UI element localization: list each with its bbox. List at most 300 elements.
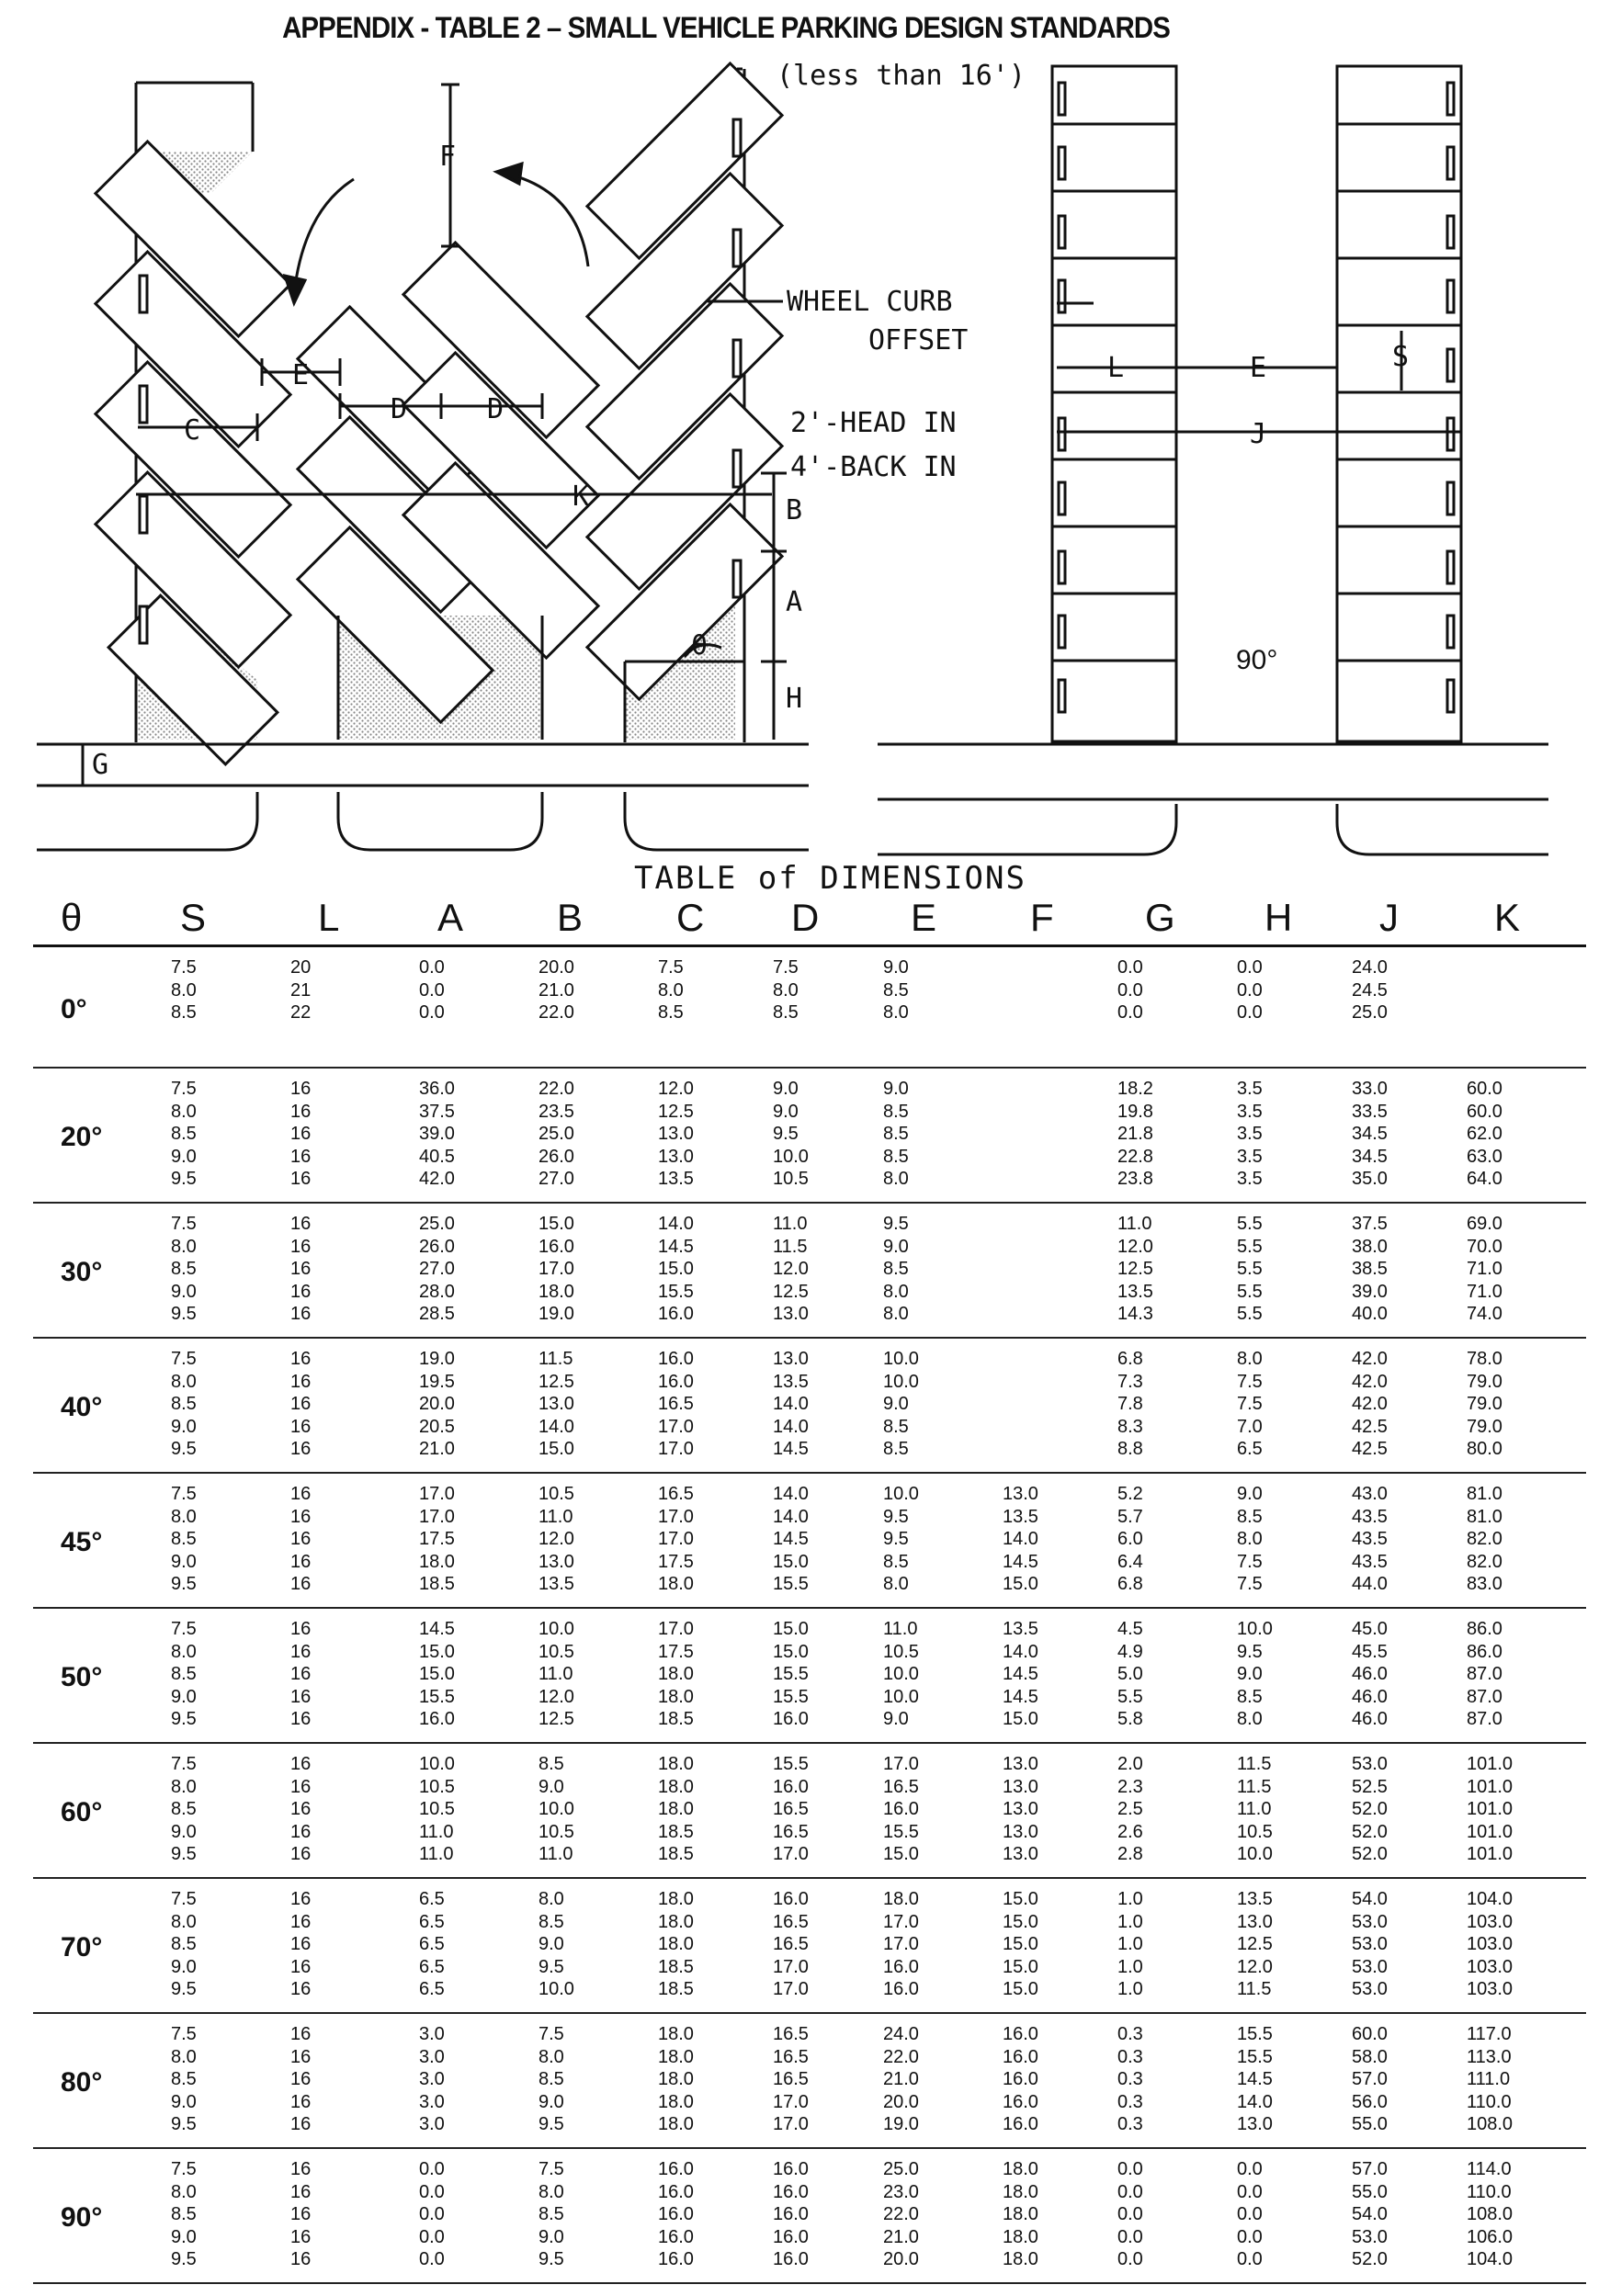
value-E: 8.5 xyxy=(883,1146,909,1167)
value-C: 17.5 xyxy=(658,1551,694,1572)
value-S: 7.5 xyxy=(171,1349,197,1369)
cell-S xyxy=(171,1878,290,2013)
value-C: 16.0 xyxy=(658,1349,694,1369)
value-G: 0.3 xyxy=(1117,2114,1143,2134)
value-B: 8.0 xyxy=(539,1889,564,1909)
value-G: 0.0 xyxy=(1117,2226,1143,2247)
cell-F xyxy=(993,1608,1108,1743)
value-H: 11.5 xyxy=(1237,1754,1272,1774)
value-C: 17.0 xyxy=(658,1506,694,1527)
value-S: 8.5 xyxy=(171,1002,197,1023)
value-L: 16 xyxy=(290,1664,312,1684)
value-K: 101.0 xyxy=(1467,1844,1514,1864)
cell-B xyxy=(529,1338,649,1473)
value-H: 10.0 xyxy=(1237,1844,1273,1864)
value-J: 54.0 xyxy=(1352,2204,1388,2224)
value-L: 16 xyxy=(290,1169,312,1189)
angle-cell: 20° xyxy=(33,1068,171,1203)
value-E: 20.0 xyxy=(883,2249,919,2269)
cell-J xyxy=(1343,1203,1457,1338)
value-J: 46.0 xyxy=(1352,1686,1388,1707)
value-G: 0.0 xyxy=(1117,2159,1143,2179)
cell-G xyxy=(1108,1338,1228,1473)
value-G: 5.5 xyxy=(1117,1686,1143,1707)
value-D: 16.0 xyxy=(773,2159,809,2179)
value-B: 23.5 xyxy=(539,1101,574,1122)
value-J: 35.0 xyxy=(1352,1169,1388,1189)
value-E: 10.0 xyxy=(883,1664,919,1684)
value-G: 1.0 xyxy=(1117,1889,1143,1909)
value-B: 7.5 xyxy=(539,2024,564,2044)
value-J: 43.5 xyxy=(1352,1551,1388,1572)
value-J: 43.0 xyxy=(1352,1484,1388,1504)
cell-G xyxy=(1108,1473,1228,1608)
value-D: 16.0 xyxy=(773,1709,809,1729)
cell-H xyxy=(1228,946,1343,1069)
value-K: 110.0 xyxy=(1467,2091,1512,2112)
value-S: 8.0 xyxy=(171,1371,197,1392)
cell-S xyxy=(171,1203,290,1338)
value-K: 69.0 xyxy=(1467,1214,1502,1234)
value-L: 16 xyxy=(290,1754,312,1774)
cell-F xyxy=(993,1068,1108,1203)
angle-cell: 50° xyxy=(33,1608,171,1743)
value-D: 14.0 xyxy=(773,1394,809,1414)
value-D: 11.0 xyxy=(773,1214,808,1234)
cell-H xyxy=(1228,1068,1343,1203)
cell-C xyxy=(649,1608,764,1743)
value-K: 114.0 xyxy=(1467,2159,1512,2179)
value-L: 16 xyxy=(290,1349,312,1369)
value-K: 110.0 xyxy=(1467,2181,1512,2202)
value-E: 8.5 xyxy=(883,1259,909,1279)
value-F: 16.0 xyxy=(1003,2046,1038,2067)
value-D: 15.5 xyxy=(773,1574,809,1594)
value-G: 0.0 xyxy=(1117,957,1143,978)
value-D: 17.0 xyxy=(773,1844,809,1864)
value-J: 33.5 xyxy=(1352,1101,1388,1122)
cell-L xyxy=(290,1203,410,1338)
size-note: (less than 16') xyxy=(777,60,1026,92)
value-F: 18.0 xyxy=(1003,2204,1038,2224)
value-G: 0.3 xyxy=(1117,2091,1143,2112)
value-G: 12.5 xyxy=(1117,1259,1153,1279)
cell-B xyxy=(529,1878,649,2013)
value-B: 10.5 xyxy=(539,1821,574,1842)
header-theta: θ xyxy=(33,891,171,946)
value-A: 15.5 xyxy=(419,1686,455,1707)
cell-S xyxy=(171,946,290,1069)
value-A: 3.0 xyxy=(419,2069,445,2089)
value-J: 38.0 xyxy=(1352,1236,1388,1257)
value-L: 16 xyxy=(290,1529,312,1549)
value-E: 9.5 xyxy=(883,1529,909,1549)
value-D: 13.0 xyxy=(773,1349,809,1369)
value-A: 37.5 xyxy=(419,1101,455,1122)
value-C: 18.0 xyxy=(658,2046,694,2067)
angle-cell: 60° xyxy=(33,1743,171,1878)
value-J: 34.5 xyxy=(1352,1146,1388,1167)
value-H: 9.5 xyxy=(1237,1641,1263,1662)
value-A: 11.0 xyxy=(419,1821,454,1842)
value-F: 13.5 xyxy=(1003,1506,1038,1527)
parking-layout-diagram xyxy=(0,0,1610,864)
value-S: 8.5 xyxy=(171,1394,197,1414)
table-header-row xyxy=(33,891,1586,946)
dimensions-table xyxy=(33,891,1586,2284)
value-C: 17.0 xyxy=(658,1416,694,1437)
value-D: 15.0 xyxy=(773,1619,809,1639)
label-90-degrees: 90° xyxy=(1236,645,1278,675)
value-H: 13.5 xyxy=(1237,1889,1273,1909)
cell-C xyxy=(649,1068,764,1203)
value-E: 9.5 xyxy=(883,1214,909,1234)
value-D: 15.0 xyxy=(773,1641,809,1662)
value-E: 16.0 xyxy=(883,1956,919,1977)
value-G: 0.0 xyxy=(1117,2181,1143,2202)
cell-A xyxy=(410,1473,529,1608)
value-E: 8.0 xyxy=(883,1281,909,1302)
cell-G xyxy=(1108,2013,1228,2148)
table-row xyxy=(33,1203,1586,1338)
value-K: 87.0 xyxy=(1467,1686,1502,1707)
label-S: S xyxy=(1392,341,1410,373)
value-L: 16 xyxy=(290,2249,312,2269)
value-J: 52.0 xyxy=(1352,1821,1388,1842)
cell-S xyxy=(171,1473,290,1608)
value-S: 8.0 xyxy=(171,1641,197,1662)
value-L: 16 xyxy=(290,1484,312,1504)
value-C: 16.0 xyxy=(658,1304,694,1324)
value-C: 18.0 xyxy=(658,1686,694,1707)
value-S: 9.5 xyxy=(171,1574,197,1594)
cell-H xyxy=(1228,1878,1343,2013)
value-C: 18.0 xyxy=(658,1776,694,1797)
angle-cell: 90° xyxy=(33,2148,171,2283)
value-K: 63.0 xyxy=(1467,1146,1502,1167)
value-A: 15.0 xyxy=(419,1664,455,1684)
cell-E xyxy=(874,1203,993,1338)
value-A: 18.5 xyxy=(419,1574,455,1594)
value-B: 13.0 xyxy=(539,1551,574,1572)
label-B: B xyxy=(786,494,803,526)
value-C: 17.5 xyxy=(658,1641,694,1662)
value-G: 0.3 xyxy=(1117,2046,1143,2067)
value-J: 53.0 xyxy=(1352,1911,1388,1932)
value-H: 3.5 xyxy=(1237,1124,1263,1144)
value-J: 40.0 xyxy=(1352,1304,1388,1324)
value-C: 18.5 xyxy=(658,1821,694,1842)
value-H: 0.0 xyxy=(1237,1002,1263,1023)
value-L: 21 xyxy=(290,979,312,1001)
value-G: 12.0 xyxy=(1117,1236,1153,1257)
value-G: 7.8 xyxy=(1117,1394,1143,1414)
value-J: 24.0 xyxy=(1352,957,1388,978)
cell-J xyxy=(1343,2148,1457,2283)
cell-K xyxy=(1457,2148,1586,2283)
label-wheel-curb: WHEEL CURB xyxy=(787,286,953,318)
cell-C xyxy=(649,1338,764,1473)
cell-K xyxy=(1457,1338,1586,1473)
cell-S xyxy=(171,1608,290,1743)
value-A: 3.0 xyxy=(419,2114,445,2134)
value-H: 6.5 xyxy=(1237,1439,1263,1459)
value-A: 39.0 xyxy=(419,1124,455,1144)
value-G: 5.7 xyxy=(1117,1506,1143,1527)
value-L: 16 xyxy=(290,1394,312,1414)
value-S: 8.5 xyxy=(171,1124,197,1144)
value-F: 15.0 xyxy=(1003,1911,1038,1932)
value-C: 18.0 xyxy=(658,2024,694,2044)
value-E: 17.0 xyxy=(883,1911,919,1932)
cell-G xyxy=(1108,1608,1228,1743)
value-H: 8.5 xyxy=(1237,1506,1263,1527)
cell-L xyxy=(290,1608,410,1743)
value-S: 7.5 xyxy=(171,1754,197,1774)
value-A: 25.0 xyxy=(419,1214,455,1234)
value-S: 7.5 xyxy=(171,1214,197,1234)
value-K: 82.0 xyxy=(1467,1529,1502,1549)
value-C: 16.0 xyxy=(658,2159,694,2179)
street-left xyxy=(37,744,809,850)
value-H: 5.5 xyxy=(1237,1281,1263,1302)
value-J: 43.5 xyxy=(1352,1529,1388,1549)
value-C: 14.0 xyxy=(658,1214,694,1234)
value-A: 11.0 xyxy=(419,1844,454,1864)
value-C: 16.0 xyxy=(658,2181,694,2202)
cell-K xyxy=(1457,1878,1586,2013)
value-D: 12.0 xyxy=(773,1259,809,1279)
value-D: 16.5 xyxy=(773,2024,809,2044)
value-S: 8.0 xyxy=(171,1911,197,1932)
value-H: 11.5 xyxy=(1237,1776,1272,1797)
value-L: 16 xyxy=(290,1844,312,1864)
value-E: 9.5 xyxy=(883,1506,909,1527)
value-E: 10.5 xyxy=(883,1641,919,1662)
value-S: 8.0 xyxy=(171,1236,197,1257)
value-K: 83.0 xyxy=(1467,1574,1502,1594)
value-F: 18.0 xyxy=(1003,2181,1038,2202)
value-E: 17.0 xyxy=(883,1754,919,1774)
table-title: TABLE of DIMENSIONS xyxy=(634,860,1026,897)
cell-E xyxy=(874,2148,993,2283)
value-L: 16 xyxy=(290,1934,312,1954)
value-C: 18.0 xyxy=(658,2091,694,2112)
value-F: 16.0 xyxy=(1003,2091,1038,2112)
value-B: 9.0 xyxy=(539,1776,564,1797)
cell-F xyxy=(993,1203,1108,1338)
value-H: 13.0 xyxy=(1237,2114,1273,2134)
value-G: 5.8 xyxy=(1117,1709,1143,1729)
value-L: 16 xyxy=(290,1776,312,1797)
value-J: 45.5 xyxy=(1352,1641,1388,1662)
value-H: 14.0 xyxy=(1237,2091,1273,2112)
value-E: 16.5 xyxy=(883,1776,919,1797)
value-J: 42.0 xyxy=(1352,1394,1388,1414)
value-F: 13.0 xyxy=(1003,1776,1038,1797)
cell-B xyxy=(529,946,649,1069)
value-C: 18.0 xyxy=(658,1934,694,1954)
value-K: 70.0 xyxy=(1467,1236,1502,1257)
value-K: 113.0 xyxy=(1467,2046,1512,2067)
value-H: 0.0 xyxy=(1237,2181,1263,2202)
cell-K xyxy=(1457,1473,1586,1608)
value-L: 16 xyxy=(290,1506,312,1527)
value-A: 26.0 xyxy=(419,1236,455,1257)
value-S: 8.5 xyxy=(171,1799,197,1819)
value-A: 27.0 xyxy=(419,1259,455,1279)
value-F: 13.0 xyxy=(1003,1844,1038,1864)
value-G: 2.5 xyxy=(1117,1799,1143,1819)
label-C: C xyxy=(184,414,201,447)
value-A: 6.5 xyxy=(419,1934,445,1954)
value-A: 28.0 xyxy=(419,1281,455,1302)
value-D: 15.0 xyxy=(773,1551,809,1572)
value-E: 9.0 xyxy=(883,1709,909,1729)
value-A: 19.0 xyxy=(419,1349,455,1369)
header-F: F xyxy=(993,891,1108,946)
value-J: 53.0 xyxy=(1352,1934,1388,1954)
value-D: 17.0 xyxy=(773,2091,809,2112)
value-B: 15.0 xyxy=(539,1439,574,1459)
value-A: 6.5 xyxy=(419,1911,445,1932)
value-L: 16 xyxy=(290,1124,312,1144)
value-E: 17.0 xyxy=(883,1934,919,1954)
value-B: 14.0 xyxy=(539,1416,574,1437)
value-K: 87.0 xyxy=(1467,1709,1502,1729)
value-B: 9.0 xyxy=(539,2226,564,2247)
value-L: 16 xyxy=(290,1371,312,1392)
value-J: 33.0 xyxy=(1352,1079,1388,1099)
value-C: 15.0 xyxy=(658,1259,694,1279)
cell-A xyxy=(410,946,529,1069)
value-G: 6.8 xyxy=(1117,1349,1143,1369)
value-A: 10.0 xyxy=(419,1754,455,1774)
value-J: 46.0 xyxy=(1352,1664,1388,1684)
value-K: 103.0 xyxy=(1467,1934,1514,1954)
angle-cell: 40° xyxy=(33,1338,171,1473)
value-C: 16.5 xyxy=(658,1394,694,1414)
value-S: 7.5 xyxy=(171,2024,197,2044)
value-S: 7.5 xyxy=(171,1889,197,1909)
value-B: 11.0 xyxy=(539,1844,573,1864)
value-H: 0.0 xyxy=(1237,2249,1263,2269)
value-F: 16.0 xyxy=(1003,2024,1038,2044)
value-A: 10.5 xyxy=(419,1799,455,1819)
value-S: 8.5 xyxy=(171,2204,197,2224)
value-G: 23.8 xyxy=(1117,1169,1153,1189)
value-K: 101.0 xyxy=(1467,1776,1514,1797)
value-S: 8.5 xyxy=(171,1934,197,1954)
label-L: L xyxy=(1107,352,1125,384)
value-L: 16 xyxy=(290,1281,312,1302)
cell-A xyxy=(410,1068,529,1203)
cell-C xyxy=(649,1473,764,1608)
header-J: J xyxy=(1343,891,1457,946)
value-A: 15.0 xyxy=(419,1641,455,1662)
cell-G xyxy=(1108,1068,1228,1203)
value-J: 43.5 xyxy=(1352,1506,1388,1527)
cell-A xyxy=(410,1743,529,1878)
value-E: 10.0 xyxy=(883,1686,919,1707)
cell-H xyxy=(1228,2013,1343,2148)
value-G: 0.3 xyxy=(1117,2024,1143,2044)
value-G: 14.3 xyxy=(1117,1304,1153,1324)
value-S: 8.5 xyxy=(171,1664,197,1684)
table-row xyxy=(33,1338,1586,1473)
cell-L xyxy=(290,1878,410,2013)
value-H: 5.5 xyxy=(1237,1236,1263,1257)
value-J: 34.5 xyxy=(1352,1124,1388,1144)
value-B: 10.5 xyxy=(539,1641,574,1662)
value-B: 11.0 xyxy=(539,1664,573,1684)
value-G: 19.8 xyxy=(1117,1101,1153,1122)
value-A: 0.0 xyxy=(419,2204,445,2224)
value-K: 79.0 xyxy=(1467,1394,1502,1414)
value-B: 10.0 xyxy=(539,1979,574,1999)
value-D: 16.5 xyxy=(773,2069,809,2089)
cell-H xyxy=(1228,2148,1343,2283)
value-G: 11.0 xyxy=(1117,1214,1152,1234)
value-H: 10.5 xyxy=(1237,1821,1273,1842)
cell-D xyxy=(764,946,874,1069)
value-D: 16.5 xyxy=(773,2046,809,2067)
value-B: 26.0 xyxy=(539,1146,574,1167)
value-D: 14.5 xyxy=(773,1529,809,1549)
value-K: 117.0 xyxy=(1467,2024,1512,2044)
value-C: 7.5 xyxy=(658,957,684,978)
value-J: 53.0 xyxy=(1352,1956,1388,1977)
table-row xyxy=(33,1608,1586,1743)
perpendicular-parking-plan xyxy=(878,66,1548,854)
value-K: 74.0 xyxy=(1467,1304,1502,1324)
value-A: 17.0 xyxy=(419,1484,455,1504)
value-A: 0.0 xyxy=(419,979,445,1001)
value-H: 12.5 xyxy=(1237,1934,1273,1954)
value-S: 8.0 xyxy=(171,979,197,1001)
value-L: 16 xyxy=(290,2091,312,2112)
value-J: 56.0 xyxy=(1352,2091,1388,2112)
value-E: 8.5 xyxy=(883,1101,909,1122)
value-E: 9.0 xyxy=(883,957,909,978)
value-L: 16 xyxy=(290,1416,312,1437)
cell-F xyxy=(993,1338,1108,1473)
cell-H xyxy=(1228,1203,1343,1338)
label-E-90: E xyxy=(1250,352,1267,384)
value-G: 8.8 xyxy=(1117,1439,1143,1459)
value-D: 16.5 xyxy=(773,1934,809,1954)
value-H: 7.5 xyxy=(1237,1574,1263,1594)
cell-K xyxy=(1457,1203,1586,1338)
value-S: 7.5 xyxy=(171,2159,197,2179)
value-L: 16 xyxy=(290,1709,312,1729)
value-S: 9.5 xyxy=(171,1979,197,1999)
cell-S xyxy=(171,1068,290,1203)
value-L: 16 xyxy=(290,2024,312,2044)
cell-C xyxy=(649,2013,764,2148)
value-E: 19.0 xyxy=(883,2114,919,2134)
value-A: 6.5 xyxy=(419,1956,445,1977)
cell-A xyxy=(410,1203,529,1338)
value-J: 55.0 xyxy=(1352,2181,1388,2202)
value-A: 0.0 xyxy=(419,2226,445,2247)
value-J: 53.0 xyxy=(1352,2226,1388,2247)
value-H: 8.0 xyxy=(1237,1529,1263,1549)
value-A: 20.0 xyxy=(419,1394,455,1414)
value-B: 8.5 xyxy=(539,1754,564,1774)
value-D: 7.5 xyxy=(773,957,799,978)
value-H: 0.0 xyxy=(1237,979,1263,1001)
